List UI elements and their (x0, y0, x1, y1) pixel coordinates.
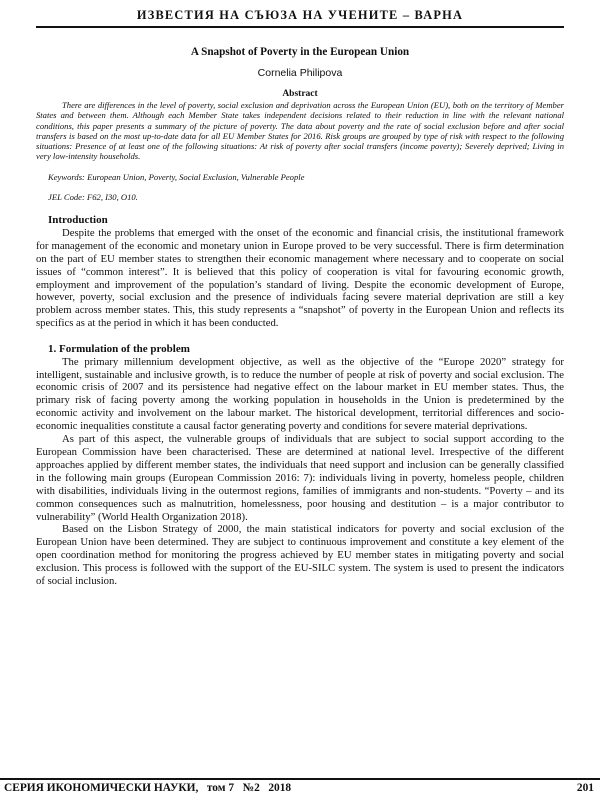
keywords-line: Keywords: European Union, Poverty, Social Exclusion, Vulnerable People (48, 171, 305, 182)
footer-series: СЕРИЯ ИКОНОМИЧЕСКИ НАУКИ, (4, 782, 199, 794)
section-1-paragraph-1: The primary millennium development objective, as well as the objective of the “Europe 2020” strategy for intelligent, sustainable and inclusive growth, is to reduce the number of people at risk of poverty and social exclusion. The economic crisis of 2007 and its persistence had negative effect on the labour market in EU member states. Thus, the primary risk of facing poverty among the working population in households in the Union is predetermined by the economic activity and involvement on the labour market. The historical development, territorial differences and socio-economic inequalities constitute a causal factor generating poverty and conditions for severe material deprivations. (36, 355, 564, 433)
abstract-text: There are differences in the level of poverty, social exclusion and deprivation across the European Union (EU), both on the territory of Member States and between them. Although each Member State takes independent decisions related to their reduction in line with the relevant national conditions, this paper presents a summary of the picture of poverty. The data about poverty and the rate of social exclusion before and after social transfers is based on the most up-to-date data for all EU Member States for 2016. Risk groups are grouped by type of risk with respect to the following situations: Presence of at least one of the following situations: At risk of poverty after social transfers (income poverty); Severely deprived; Living in very low-intensity households. (36, 100, 564, 162)
footer-volume: том 7 (206, 782, 235, 794)
jel-code-line: JEL Code: F62, I30, O10. (48, 192, 138, 203)
abstract-heading: Abstract (282, 89, 318, 99)
section-1-paragraph-2: As part of this aspect, the vulnerable groups of individuals that are subject to social support according to the European Commission have been characterised. These are determined at national level. Irrespective of the different approaches applied by different member states, the individuals that need support and inclusion can be generally classified in the following main groups (European Commission 2016: 7): individuals living in poverty, homeless people, children with disabilities, individuals living in the outermost regions, families of immigrants and non-students. “Poverty – and its common consequences such as malnutrition, homelessness, poor housing and destitution – is a major contributor to vulnerability” (World Health Organization 2018). (36, 433, 564, 523)
introduction-heading: Introduction (48, 214, 108, 227)
introduction-paragraph: Despite the problems that emerged with the onset of the economic and financial crisis, the institutional framework for management of the economic and monetary union in Europe proved to be very successful. There is firm determination on the part of EU member states to strengthen their economic management where necessary and to cooperate on social issues of “common interest”. It is believed that this policy of cooperation is vital for favouring economic growth, employment and improvement of the population’s standard of living. Despite the economic development of Europe, however, poverty, social exclusion and the presence of individuals facing severe material deprivation are still a key problem across member states. This, this study represents a “snapshot” of poverty in the European Union and reflects its specifics as at the period in which it has been conducted. (36, 226, 564, 330)
footer-year: 2018 (268, 782, 292, 794)
journal-running-footer (0, 778, 600, 796)
article-content (36, 46, 564, 588)
article-title: A Snapshot of Poverty in the European Union (190, 46, 410, 58)
journal-running-header: ИЗВЕСТИЯ НА СЪЮЗА НА УЧЕНИТЕ – ВАРНА (36, 8, 564, 28)
footer-issue: №2 (242, 782, 260, 794)
article-author: Cornelia Philipova (257, 67, 343, 79)
section-1-heading: 1. Formulation of the problem (48, 343, 190, 356)
section-1-paragraph-3: Based on the Lisbon Strategy of 2000, the main statistical indicators for poverty and social exclusion of the European Union have been determined. They are subject to continuous improvement and constitute a key element of the open coordination method for monitoring the progress achieved by EU member states in mitigating poverty and social exclusion. This process is followed with the support of the EU-SILC system. The system is used to present the indicators of social inclusion. (36, 523, 564, 588)
page-number: 201 (576, 782, 594, 794)
footer-series-info (4, 782, 291, 794)
